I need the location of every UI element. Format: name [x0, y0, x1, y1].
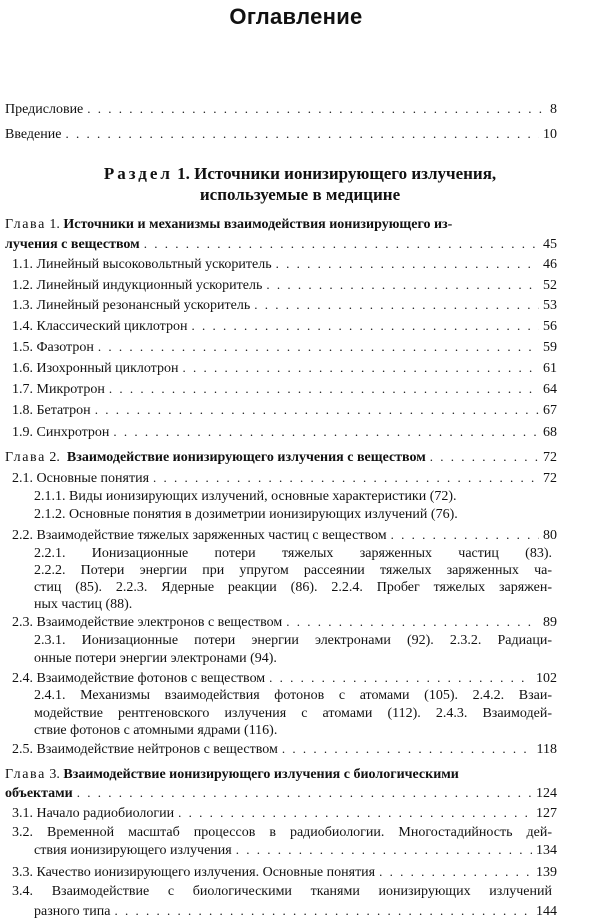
toc-page-number: 89 — [543, 615, 557, 630]
leader-dots — [113, 424, 539, 440]
leader-dots — [430, 449, 539, 465]
leader-dots — [95, 402, 539, 418]
toc-entry-1-8[interactable] — [12, 402, 557, 419]
toc-page-number: 56 — [543, 319, 557, 334]
leader-dots — [266, 277, 539, 293]
toc-entry-label: 2.1. Основные понятия — [12, 471, 150, 486]
toc-page-number: 46 — [543, 257, 557, 272]
toc-page-number: 139 — [536, 865, 557, 880]
chapter-number: 1. — [49, 217, 60, 232]
toc-subentry-text: 2.4.1. Механизмы взаимодействия фотонов с атомами (105). 2.4.2. Взаи- — [34, 688, 552, 703]
section-title-line1: Источники ионизирующего излучения, — [194, 164, 497, 183]
leader-dots — [286, 614, 539, 630]
chapter-title-line2: объектами — [5, 786, 73, 801]
toc-subentry-2-1-1: 2.1.1. Виды ионизирующих излучений, основные характеристики (72). — [34, 489, 457, 504]
toc-entry-3-3[interactable] — [12, 864, 557, 881]
toc-entry-3-2-line1[interactable]: 3.2. Временной масштаб процессов в радиобиологии. Многостадийность дей- — [12, 825, 552, 840]
section-title-line2: используемые в медицине — [199, 185, 401, 204]
section-number: 1. — [177, 164, 190, 183]
toc-subentry-text: ствие фотонов с атомными ядрами (116). — [34, 723, 278, 738]
chapter-prefix: Глава — [5, 450, 46, 465]
leader-dots — [269, 670, 532, 686]
toc-entry-2-2[interactable] — [12, 527, 557, 544]
toc-entry-label: ствия ионизирующего излучения — [34, 843, 232, 858]
chapter-prefix: Глава — [5, 767, 46, 782]
toc-entry-2-5[interactable] — [12, 741, 557, 758]
chapter-1-heading-line2[interactable] — [5, 236, 557, 253]
toc-subentry-text: онные потери энергии электронами (94). — [34, 651, 277, 666]
chapter-2-heading[interactable] — [5, 449, 557, 466]
toc-entry-label: 3.1. Начало радиобиологии — [12, 806, 175, 821]
leader-dots — [98, 339, 539, 355]
leader-dots — [109, 381, 539, 397]
toc-subentry-text: 2.3.1. Ионизационные потери энергии электронами (92). 2.3.2. Радиаци- — [34, 633, 552, 648]
toc-page-number: 10 — [543, 127, 557, 142]
leader-dots — [65, 126, 539, 142]
toc-page-number: 68 — [543, 425, 557, 440]
toc-entry-2-4[interactable] — [12, 670, 557, 687]
leader-dots — [191, 318, 539, 334]
toc-subentry-text: 2.2.2. Потери энергии при упругом рассеянии тяжелых заряженных ча- — [34, 563, 552, 578]
toc-entry-1-7[interactable] — [12, 381, 557, 398]
toc-entry-1-3[interactable] — [12, 297, 557, 314]
toc-subentry-text: модействие рентгеновского излучения с атомами (112). 2.4.3. Взаимодей- — [34, 706, 552, 721]
chapter-title: Взаимодействие ионизирующего излучения с веществом — [66, 450, 426, 465]
toc-entry-label: 1.1. Линейный высоковольтный ускоритель — [12, 257, 272, 272]
toc-entry-label: 1.6. Изохронный циклотрон — [12, 361, 179, 376]
leader-dots — [236, 842, 532, 858]
toc-entry-2-1[interactable] — [12, 470, 557, 487]
toc-page-number: 118 — [536, 742, 557, 757]
page-title: Оглавление — [229, 4, 363, 29]
toc-subentry-2-1-2: 2.1.2. Основные понятия в дозиметрии ионизирующих излучений (76). — [34, 507, 458, 522]
toc-page-number: 134 — [536, 843, 557, 858]
leader-dots — [114, 903, 532, 919]
section-prefix: Раздел — [103, 164, 173, 183]
leader-dots — [379, 864, 532, 880]
toc-entry-label: 2.3. Взаимодействие электронов с веществом — [12, 615, 283, 630]
toc-entry-label: 1.8. Бетатрон — [12, 403, 91, 418]
toc-page-number: 45 — [543, 237, 557, 252]
toc-entry-label: 1.5. Фазотрон — [12, 340, 94, 355]
leader-dots — [182, 360, 539, 376]
toc-subentry-text: 2.2.1. Ионизационные потери тяжелых заряженных частиц (83). — [34, 546, 552, 561]
toc-entry-3-1[interactable] — [12, 805, 557, 822]
chapter-title-line1: Взаимодействие ионизирующего излучения с биологическими — [63, 767, 459, 782]
toc-page-number: 80 — [543, 528, 557, 543]
leader-dots — [144, 236, 539, 252]
toc-entry-3-2-line2[interactable] — [34, 842, 557, 859]
toc-entry-3-4-line2[interactable] — [34, 903, 557, 920]
toc-page-number: 53 — [543, 298, 557, 313]
leader-dots — [77, 785, 532, 801]
toc-entry-label: 1.9. Синхротрон — [12, 425, 110, 440]
toc-entry-1-1[interactable] — [12, 256, 557, 273]
toc-entry-label: разного типа — [34, 904, 111, 919]
section-heading-line2 — [40, 184, 560, 205]
leader-dots — [178, 805, 532, 821]
toc-entry-1-5[interactable] — [12, 339, 557, 356]
toc-entry-3-4-line1[interactable]: 3.4. Взаимодействие с биологическими тканями ионизирующих излучений — [12, 884, 552, 899]
toc-subentry-text: ных частиц (88). — [34, 597, 133, 612]
toc-entry-1-6[interactable] — [12, 360, 557, 377]
chapter-number: 3. — [49, 767, 60, 782]
chapter-title-line1: Источники и механизмы взаимодействия ионизирующего из- — [63, 217, 453, 232]
chapter-prefix: Глава — [5, 217, 46, 232]
toc-entry-label: 1.3. Линейный резонансный ускоритель — [12, 298, 251, 313]
chapter-title-line2: лучения с веществом — [5, 237, 140, 252]
toc-page-number: 124 — [536, 786, 557, 801]
chapter-1-heading[interactable] — [5, 217, 557, 233]
toc-page-number: 59 — [543, 340, 557, 355]
toc-entry-label: 1.7. Микротрон — [12, 382, 105, 397]
toc-entry-introduction[interactable] — [5, 126, 557, 143]
toc-page-number: 127 — [536, 806, 557, 821]
toc-entry-2-3[interactable] — [12, 614, 557, 631]
leader-dots — [254, 297, 539, 313]
toc-entry-label: 2.4. Взаимодействие фотонов с веществом — [12, 671, 266, 686]
leader-dots — [282, 741, 533, 757]
toc-entry-1-9[interactable] — [12, 424, 557, 441]
toc-page-number: 72 — [543, 450, 557, 465]
toc-entry-1-4[interactable] — [12, 318, 557, 335]
chapter-3-heading[interactable] — [5, 767, 557, 783]
toc-entry-1-2[interactable] — [12, 277, 557, 294]
toc-page-number: 52 — [543, 278, 557, 293]
chapter-3-heading-line2[interactable] — [5, 785, 557, 802]
toc-entry-label: 2.5. Взаимодействие нейтронов с веществом — [12, 742, 278, 757]
toc-entry-label: Введение — [5, 127, 62, 142]
leader-dots — [391, 527, 539, 543]
leader-dots — [153, 470, 539, 486]
toc-page-number: 72 — [543, 471, 557, 486]
toc-page-number: 144 — [536, 904, 557, 919]
leader-dots — [276, 256, 539, 272]
section-heading — [40, 163, 560, 184]
toc-page-number: 61 — [543, 361, 557, 376]
toc-entry-preface[interactable] — [5, 101, 557, 118]
toc-entry-label: 3.3. Качество ионизирующего излучения. Основные понятия — [12, 865, 376, 880]
toc-page-number: 64 — [543, 382, 557, 397]
toc-subentry-text: стиц (85). 2.2.3. Ядерные реакции (86). 2.2.4. Пробег тяжелых заряжен- — [34, 580, 552, 595]
chapter-number: 2. — [49, 450, 60, 465]
toc-entry-label: 1.2. Линейный индукционный ускоритель — [12, 278, 263, 293]
toc-entry-label: Предисловие — [5, 102, 84, 117]
toc-page-number: 67 — [543, 403, 557, 418]
toc-entry-label: 2.2. Взаимодействие тяжелых заряженных частиц с веществом — [12, 528, 387, 543]
toc-entry-label: 1.4. Классический циклотрон — [12, 319, 188, 334]
toc-page-number: 8 — [550, 102, 557, 117]
toc-page-number: 102 — [536, 671, 557, 686]
leader-dots — [87, 101, 546, 117]
